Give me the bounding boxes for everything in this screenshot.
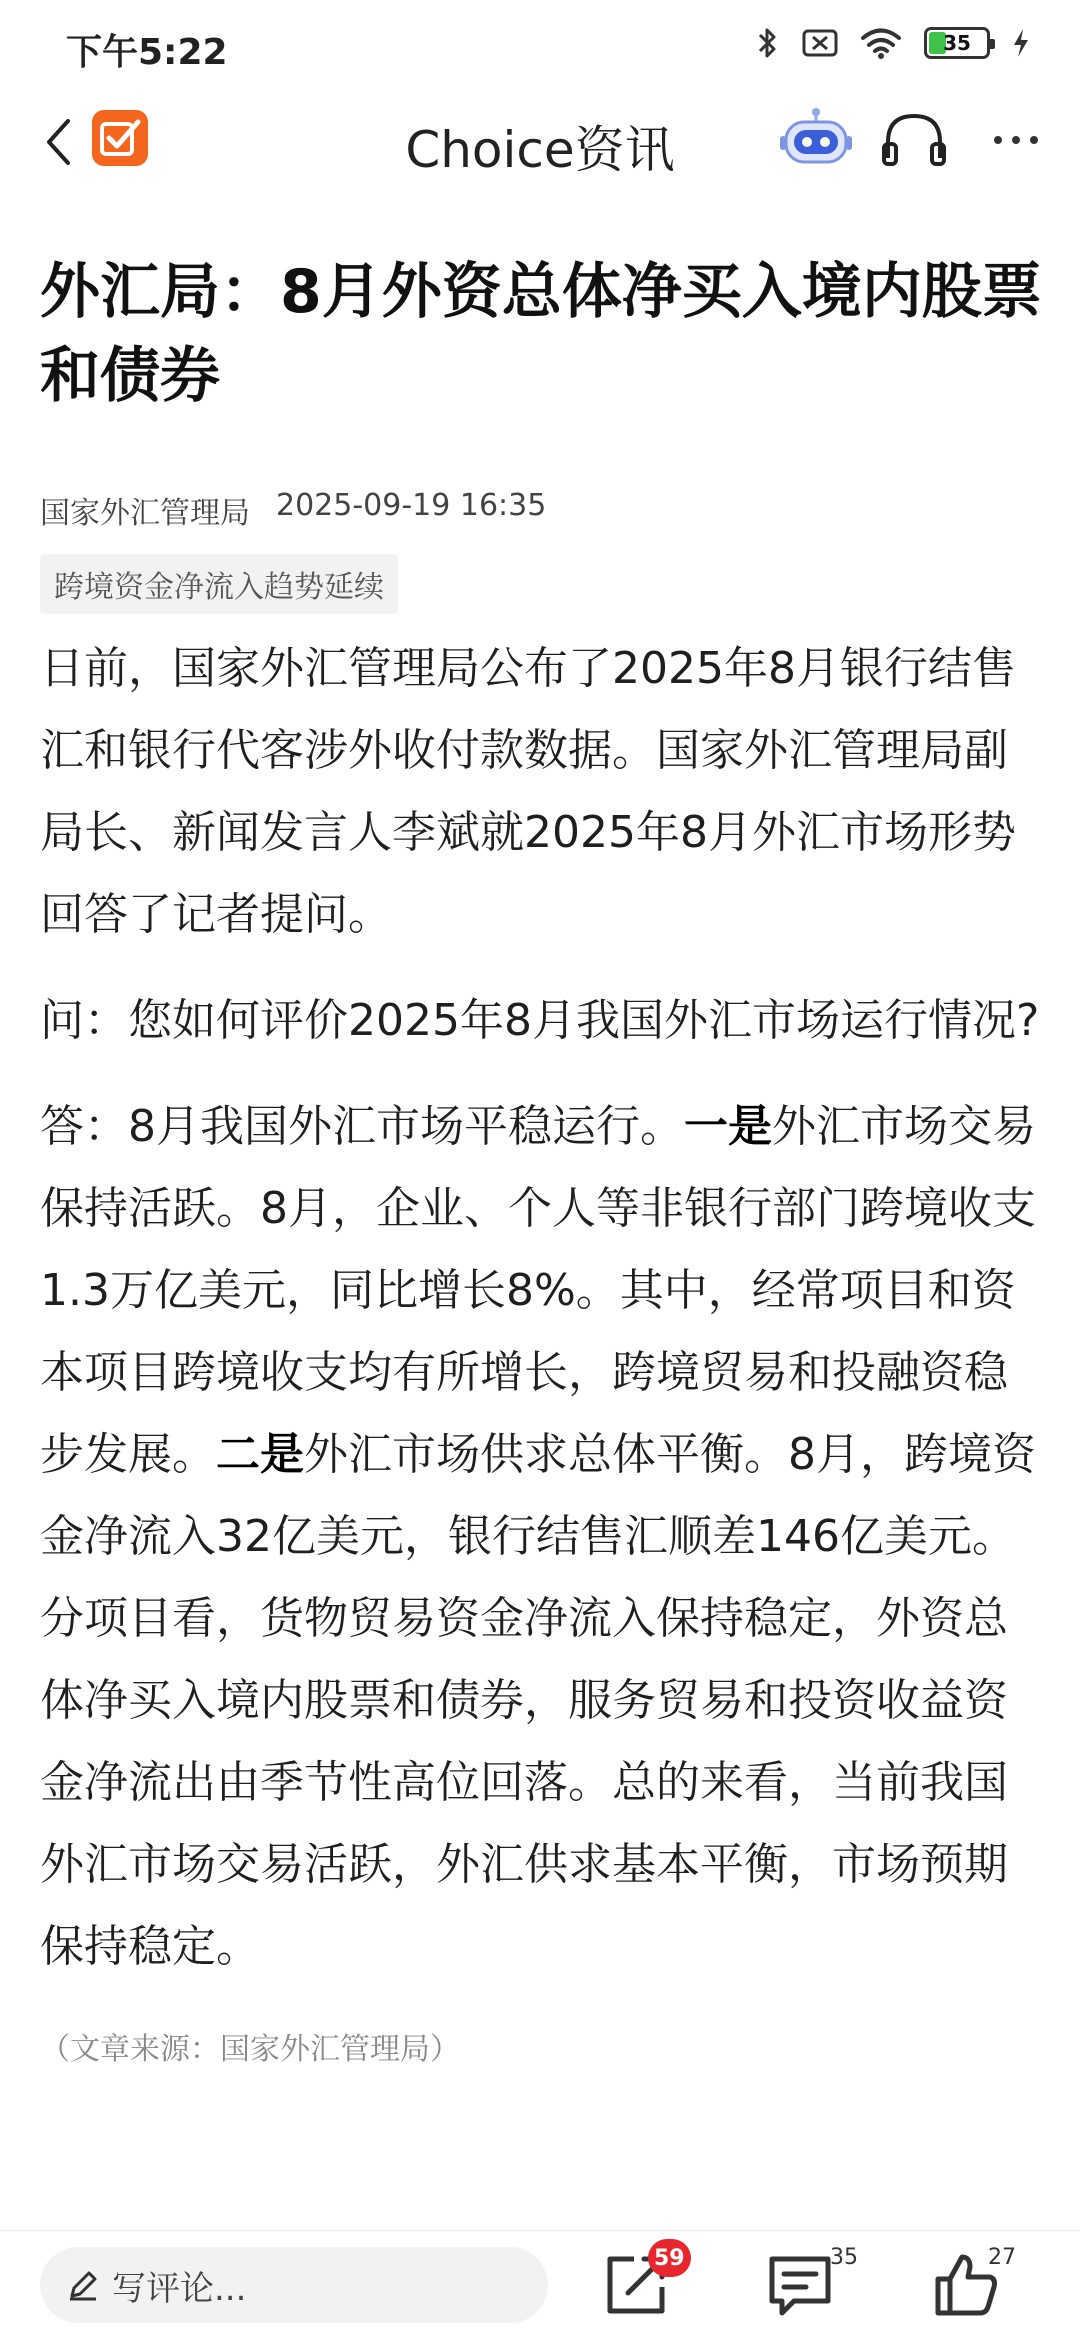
more-icon-dot (1012, 136, 1020, 144)
wifi-icon (860, 27, 902, 59)
more-icon-dot (1030, 136, 1038, 144)
nav-bar (0, 92, 1080, 192)
paragraph-answer (40, 1086, 1050, 1988)
comment-icon (764, 2249, 836, 2321)
robot-icon (780, 106, 852, 170)
nav-title: Choice资讯 (405, 121, 675, 179)
comment-placeholder: 写评论... (112, 2268, 247, 2309)
comment-input[interactable] (40, 2247, 548, 2323)
paragraph-question: 问：您如何评价2025年8月我国外汇市场运行情况? (40, 995, 1040, 1046)
status-time: 下午5:22 (66, 32, 228, 73)
battery-level: 35 (943, 31, 971, 55)
topic-tag[interactable]: 跨境资金净流入趋势延续 (40, 554, 398, 614)
answer-lead: 答：8月我国外汇市场平稳运行。 (40, 1101, 684, 1152)
answer-point-two: 外汇市场供求总体平衡。8月，跨境资金净流入32亿美元，银行结售汇顺差146亿美元。分项目看，货物贸易资金净流入保持稳定，外资总体净买入境内股票和债券，服务贸易和投资收益资金净流出由季节性高位回落。总的来看，当前我国外汇市场交易活跃，外汇供求基本平衡，市场预期保持稳定。 (40, 1429, 1036, 1972)
sim-off-icon (802, 28, 838, 58)
article-meta (40, 488, 1050, 532)
answer-point-two-label: 二是 (216, 1429, 304, 1480)
article-datetime: 2025-09-19 16:35 (276, 488, 547, 523)
headphones-icon (880, 108, 948, 172)
answer-point-one: 外汇市场交易保持活跃。8月，企业、个人等非银行部门跨境收支1.3万亿美元，同比增长8%。其中，经常项目和资本项目跨境收支均有所增长，跨境贸易和投融资稳步发展。 (40, 1101, 1036, 1480)
article (40, 250, 1050, 2068)
pen-icon (66, 2268, 100, 2302)
article-source[interactable]: 国家外汇管理局 (40, 496, 250, 531)
article-title: 外汇局：8月外资总体净买入境内股票和债券 (40, 257, 1042, 411)
paragraph-intro: 日前，国家外汇管理局公布了2025年8月银行结售汇和银行代客涉外收付款数据。国家外汇管理局副局长、新闻发言人李斌就2025年8月外汇市场形势回答了记者提问。 (40, 643, 1016, 940)
battery-icon (924, 27, 990, 59)
bottom-bar (0, 2230, 1080, 2340)
more-button[interactable] (984, 112, 1048, 168)
article-footer-source: （文章来源：国家外汇管理局） (40, 2032, 460, 2067)
back-button[interactable] (36, 114, 82, 170)
more-icon-dot (994, 136, 1002, 144)
back-icon (44, 117, 74, 167)
status-bar (0, 0, 1080, 92)
status-icons (756, 26, 1030, 60)
bluetooth-icon (756, 26, 780, 60)
comments-button[interactable] (764, 2249, 836, 2321)
logo-check-icon (98, 118, 142, 158)
app-logo (92, 110, 148, 166)
answer-point-one-label: 一是 (684, 1101, 772, 1152)
battery-tip (990, 39, 995, 49)
likes-count: 27 (988, 2245, 1016, 2270)
share-badge: 59 (648, 2239, 691, 2277)
ai-assistant-button[interactable] (780, 106, 852, 170)
comments-count: 35 (830, 2245, 858, 2270)
charging-icon (1012, 28, 1030, 58)
listen-button[interactable] (880, 108, 948, 172)
